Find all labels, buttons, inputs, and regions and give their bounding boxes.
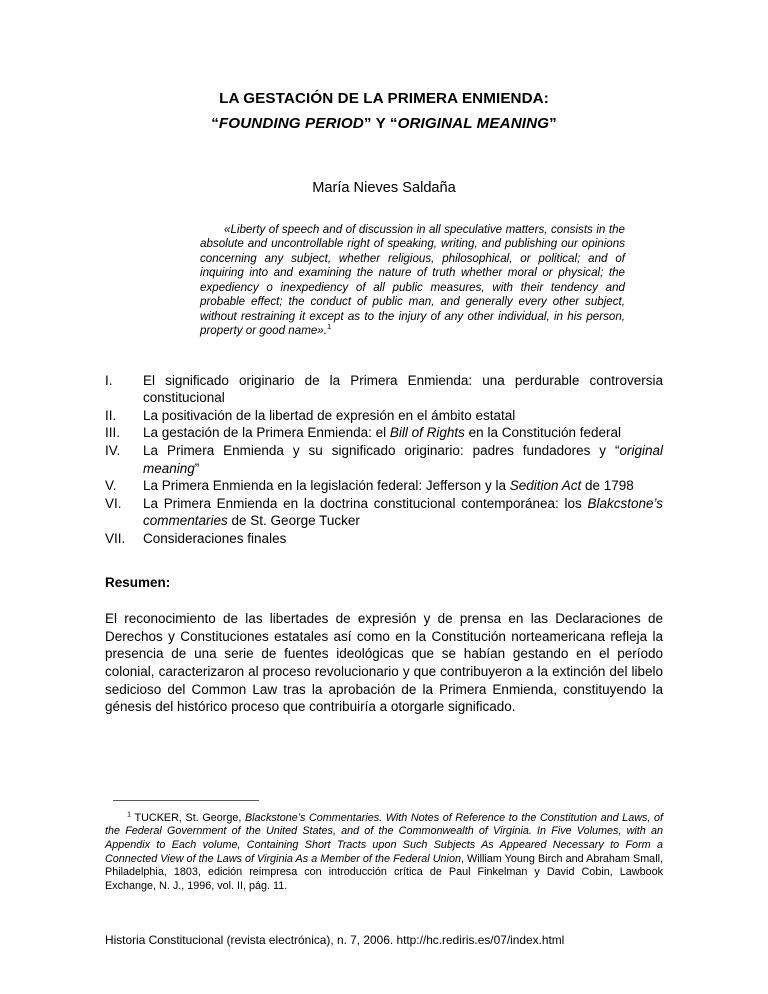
abstract-body: El reconocimiento de las libertades de expresión y de prensa en las Declaraciones de Derechos y Constituciones estatales así como en la Constitución norteamericana refleja la presencia de una serie de fuentes ideológicas que se habían gestando en el período colonial, caracterizaron al proceso revolucionario y que contribuyeron a la extinción del libelo sedicioso del Common Law tras la aprobación de la Primera Enmienda, constituyendo la génesis del histórico proceso que contribuiría a otorgarle significado. [105,611,663,715]
author-name: María Nieves Saldaña [312,180,456,196]
toc-item [105,407,663,425]
toc-numeral: III. [105,425,121,441]
toc-item-label [143,373,663,406]
toc-item-label [143,425,621,440]
title-quote-open: “ [211,115,219,132]
journal-footer: Historia Constitucional (revista electrónica), n. 7, 2006. http://hc.rediris.es/07/index.html [105,933,565,947]
toc-text-italic: Blakcstone’s commentaries [143,495,663,529]
toc-item [105,424,663,442]
abstract-heading: Resumen: [105,574,171,590]
toc-text-italic: Bill of Rights [389,425,465,441]
toc-item-label [143,496,663,529]
title-line-1: LA GESTACIÓN DE LA PRIMERA ENMIENDA: [219,90,549,107]
toc-text-segment: de 1798 [581,478,634,494]
toc-text-italic: Sedition Act [509,478,582,494]
toc-item-label [143,478,634,493]
toc-text-segment: La gestación de la Primera Enmienda: el [143,425,390,441]
toc-item-label [143,443,663,476]
toc-text-segment: La Primera Enmienda en la doctrina constitucional contemporánea: los [143,495,588,511]
title-line-2 [105,111,663,136]
footnote-separator-rule [113,800,259,801]
page-title [105,86,663,136]
toc-item-label [143,408,515,423]
epigraph-text: «Liberty of speech and of discussion in all speculative matters, consists in the absolute and uncontrollable right of speaking, writing, and publishing our opinions concerning any subject, whether religious, philosophical, or political; and of inquiring into and examining the nature of truth whether moral or physical; the expediency o inexpediency of all public measures, with their tendency and probable effect; the conduct of public man, and generally every other subject, without restraining it except as to the injury of any other individual, in his person, property or good name». [200,223,625,338]
toc-text-italic: original meaning [143,443,663,476]
title-quote-close: ” [549,115,557,132]
toc-numeral: II. [105,407,117,423]
toc-numeral: IV. [105,443,121,458]
footnote-text-italic-title: Blackstone’s Commentaries. With Notes of Reference to the Constitution and Laws, of the Federal Government of the United States, and of the Commonwealth of Virginia. In Five Volumes, with an Appendix to Each volume, Containing Short Tracts upon Such Subjects As Appeared Necessary to Form a Connected View of the Laws of Virginia As a Member of the Federal Union [105,811,663,865]
toc-text-segment: La Primera Enmienda en la legislación federal: Jefferson y la [143,478,510,494]
toc-item [105,372,663,407]
footnote-marker: 1 [127,809,132,819]
title-italic-original-meaning: ORIGINAL MEANING [397,115,550,132]
footnote-area [105,800,663,904]
toc-text-segment: Consideraciones finales [143,530,287,546]
toc-item [105,442,663,477]
toc-numeral: VII. [105,530,126,546]
title-italic-founding-period: FOUNDING PERIOD [218,115,364,132]
toc-text-segment: El significado originario de la Primera Enmienda: una perdurable controversia constitucional [143,372,663,406]
toc-text-segment: de St. George Tucker [227,513,360,529]
toc-item-label [143,531,286,546]
toc-numeral: VI. [105,495,122,511]
footnote-text-segment: , William Young Birch and Abraham Small, Philadelphia, 1803, edición reimpresa con introducción crítica de Paul Finkelman y David Cobin, Lawbook Exchange, N. J., 1996, vol. II, pág. 11. [105,852,663,892]
footnote-1 [105,809,663,894]
title-conjunction: ” Y “ [363,115,398,132]
toc-text-segment: ” [194,460,200,476]
toc-numeral: V. [105,478,117,494]
table-of-contents [105,372,663,548]
toc-item [105,477,663,495]
footnote-text-segment: TUCKER, St. George, [131,811,245,824]
toc-text-segment: en la Constitución federal [464,425,622,441]
toc-text-segment: La Primera Enmienda y su significado originario: padres fundadores y “ [143,443,620,458]
epigraph-quote [200,223,625,339]
toc-numeral: I. [105,372,113,388]
toc-item [105,495,663,530]
toc-text-segment: La positivación de la libertad de expresión en el ámbito estatal [143,407,516,423]
page-content [105,0,663,729]
epigraph-footnote-marker: 1 [326,322,332,332]
toc-item [105,530,663,548]
